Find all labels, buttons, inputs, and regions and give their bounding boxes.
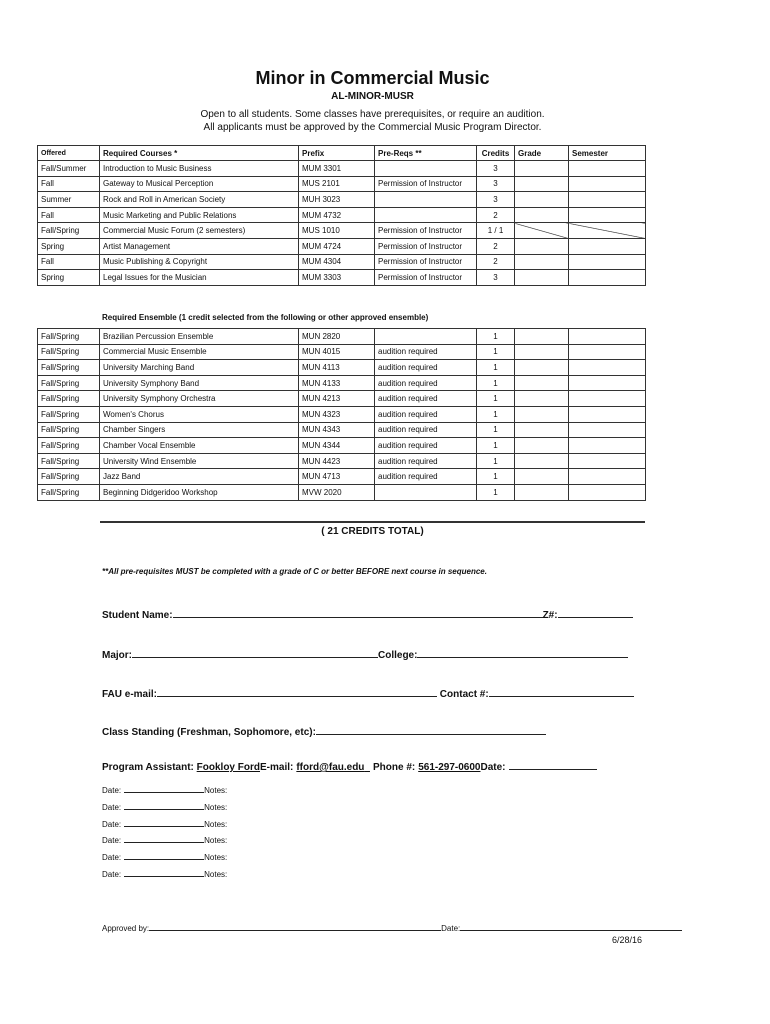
cell-prefix: MUN 4133 xyxy=(299,375,375,391)
cell-credits: 2 xyxy=(477,238,515,254)
cell-grade[interactable] xyxy=(515,360,569,376)
program-code: AL-MINOR-MUSR xyxy=(331,91,414,102)
cell-offered: Fall/Spring xyxy=(38,223,100,239)
cell-prefix: MUM 4304 xyxy=(299,254,375,270)
cell-credits: 1 xyxy=(477,453,515,469)
cell-offered: Fall/Spring xyxy=(38,422,100,438)
cell-grade[interactable] xyxy=(515,406,569,422)
cell-credits: 1 xyxy=(477,469,515,485)
cell-prefix: MUM 3301 xyxy=(299,161,375,177)
cell-prereq: audition required xyxy=(375,360,477,376)
cell-course: University Symphony Orchestra xyxy=(100,391,299,407)
date-field[interactable] xyxy=(124,851,204,860)
cell-grade[interactable] xyxy=(515,254,569,270)
cell-grade[interactable] xyxy=(515,375,569,391)
cell-grade[interactable] xyxy=(515,344,569,360)
date-notes-row xyxy=(102,834,227,845)
intro-line-2: All applicants must be approved by the Commercial Music Program Director. xyxy=(203,122,542,133)
notes-label: Notes: xyxy=(204,836,228,846)
table-header-row xyxy=(38,146,646,161)
cell-semester[interactable] xyxy=(569,406,646,422)
cell-semester[interactable] xyxy=(569,238,646,254)
pa-email-value: fford@fau.edu xyxy=(296,762,365,773)
cell-course: Brazilian Percussion Ensemble xyxy=(100,329,299,345)
cell-prereq: Permission of Instructor xyxy=(375,238,477,254)
cell-prefix: MUN 4423 xyxy=(299,453,375,469)
cell-grade[interactable] xyxy=(515,422,569,438)
cell-prefix: MUM 4732 xyxy=(299,207,375,223)
cell-prereq xyxy=(375,329,477,345)
cell-grade[interactable] xyxy=(515,484,569,500)
cell-grade[interactable] xyxy=(515,453,569,469)
major-field[interactable] xyxy=(132,646,378,658)
col-prefix: Prefix xyxy=(299,146,375,161)
cell-course: Women's Chorus xyxy=(100,406,299,422)
notes-label: Notes: xyxy=(204,870,228,879)
cell-offered: Fall/Spring xyxy=(38,453,100,469)
cell-prefix: MUM 3303 xyxy=(299,270,375,286)
cell-credits: 1 xyxy=(477,438,515,454)
date-label: Date: xyxy=(102,819,122,829)
cell-credits: 3 xyxy=(477,192,515,208)
cell-course: Jazz Band xyxy=(100,469,299,485)
cell-offered: Fall/Spring xyxy=(38,344,100,360)
table-row xyxy=(38,375,646,391)
cell-course: Music Publishing & Copyright xyxy=(100,254,299,270)
cell-semester[interactable] xyxy=(569,422,646,438)
cell-prereq: Permission of Instructor xyxy=(375,254,477,270)
cell-semester[interactable] xyxy=(569,453,646,469)
required-courses-table xyxy=(37,145,646,286)
cell-grade[interactable] xyxy=(515,223,569,239)
email-label: FAU e-mail: xyxy=(102,689,158,700)
cell-credits: 1 xyxy=(477,329,515,345)
cell-prefix: MUN 4213 xyxy=(299,391,375,407)
cell-grade[interactable] xyxy=(515,161,569,177)
program-assistant-row xyxy=(102,758,597,773)
major-label: Major: xyxy=(102,650,132,661)
cell-prereq xyxy=(375,207,477,223)
cell-prefix: MUS 2101 xyxy=(299,176,375,192)
cell-semester[interactable] xyxy=(569,207,646,223)
cell-prereq: audition required xyxy=(375,406,477,422)
col-semester: Semester xyxy=(569,146,646,161)
cell-grade[interactable] xyxy=(515,329,569,345)
cell-grade[interactable] xyxy=(515,192,569,208)
approval-date-field[interactable] xyxy=(460,922,682,931)
cell-grade[interactable] xyxy=(515,176,569,192)
cell-prereq: audition required xyxy=(375,344,477,360)
cell-credits: 1 / 1 xyxy=(477,223,515,239)
cell-prereq: Permission of Instructor xyxy=(375,270,477,286)
cell-course: Introduction to Music Business xyxy=(100,161,299,177)
cell-course: University Wind Ensemble xyxy=(100,453,299,469)
class-standing-row xyxy=(102,723,546,738)
cell-credits: 3 xyxy=(477,270,515,286)
cell-prefix: MVW 2020 xyxy=(299,484,375,500)
cell-offered: Fall/Spring xyxy=(38,360,100,376)
cell-course: University Marching Band xyxy=(100,360,299,376)
cell-prereq: audition required xyxy=(375,375,477,391)
col-credits: Credits xyxy=(477,146,515,161)
cell-offered: Fall/Spring xyxy=(38,406,100,422)
cell-prereq xyxy=(375,192,477,208)
cell-offered: Fall/Summer xyxy=(38,161,100,177)
col-offered: Offered xyxy=(38,146,100,161)
date-label: Date: xyxy=(102,802,122,812)
cell-course: Beginning Didgeridoo Workshop xyxy=(100,484,299,500)
z-number-field[interactable] xyxy=(558,606,633,618)
notes-label: Notes: xyxy=(204,853,228,863)
notes-label: Notes: xyxy=(204,786,228,795)
student-name-field[interactable] xyxy=(173,606,543,618)
cell-semester[interactable] xyxy=(569,344,646,360)
cell-prereq: audition required xyxy=(375,453,477,469)
date-notes-row xyxy=(102,851,227,862)
pa-date-field[interactable] xyxy=(509,758,597,770)
cell-semester[interactable] xyxy=(569,484,646,500)
contact-field[interactable] xyxy=(489,685,634,697)
cell-grade[interactable] xyxy=(515,270,569,286)
cell-credits: 1 xyxy=(477,344,515,360)
cell-course: Artist Management xyxy=(100,238,299,254)
col-grade: Grade xyxy=(515,146,569,161)
cell-offered: Spring xyxy=(38,270,100,286)
cell-course: Rock and Roll in American Society xyxy=(100,192,299,208)
cell-offered: Fall xyxy=(38,207,100,223)
cell-credits: 1 xyxy=(477,375,515,391)
cell-semester[interactable] xyxy=(569,176,646,192)
student-name-row xyxy=(102,606,633,621)
cell-grade[interactable] xyxy=(515,207,569,223)
notes-label: Notes: xyxy=(204,819,228,829)
table-row xyxy=(38,192,646,208)
cell-semester[interactable] xyxy=(569,360,646,376)
cell-offered: Fall/Spring xyxy=(38,375,100,391)
cell-credits: 1 xyxy=(477,406,515,422)
cell-course: Chamber Singers xyxy=(100,422,299,438)
cell-prefix: MUN 4343 xyxy=(299,422,375,438)
cell-offered: Fall/Spring xyxy=(38,438,100,454)
cell-prefix: MUN 4015 xyxy=(299,344,375,360)
table-row xyxy=(38,422,646,438)
cell-prereq xyxy=(375,161,477,177)
cell-credits: 3 xyxy=(477,161,515,177)
date-label: Date: xyxy=(102,870,122,879)
cell-prereq xyxy=(375,484,477,500)
table-row xyxy=(38,329,646,345)
college-field[interactable] xyxy=(417,646,628,658)
date-label: Date: xyxy=(102,786,122,795)
cell-course: University Symphony Band xyxy=(100,375,299,391)
cell-course: Commercial Music Forum (2 semesters) xyxy=(100,223,299,239)
ensemble-heading: Required Ensemble (1 credit selected from the following or other approved ensemble) xyxy=(102,313,429,322)
table-row xyxy=(38,176,646,192)
cell-credits: 1 xyxy=(477,484,515,500)
cell-grade[interactable] xyxy=(515,238,569,254)
date-field[interactable] xyxy=(124,801,204,810)
table-row xyxy=(38,344,646,360)
email-row xyxy=(102,685,634,700)
cell-grade[interactable] xyxy=(515,391,569,407)
approved-by-field[interactable] xyxy=(149,922,441,931)
page-title: Minor in Commercial Music xyxy=(255,68,490,88)
table-row xyxy=(38,238,646,254)
class-standing-field[interactable] xyxy=(316,723,546,735)
date-notes-row xyxy=(102,801,227,812)
date-field[interactable] xyxy=(124,834,204,843)
table-row xyxy=(38,438,646,454)
pa-date-label: Date: xyxy=(480,762,506,773)
cell-offered: Fall/Spring xyxy=(38,391,100,407)
cell-course: Commercial Music Ensemble xyxy=(100,344,299,360)
approval-date-label: Date: xyxy=(441,924,461,933)
cell-offered: Fall xyxy=(38,176,100,192)
cell-offered: Summer xyxy=(38,192,100,208)
student-name-label: Student Name: xyxy=(102,610,173,621)
pa-email-label: E-mail: xyxy=(260,762,294,773)
cell-course: Music Marketing and Public Relations xyxy=(100,207,299,223)
class-standing-label: Class Standing (Freshman, Sophomore, etc): xyxy=(102,727,316,738)
cell-semester[interactable] xyxy=(569,329,646,345)
cell-semester[interactable] xyxy=(569,161,646,177)
cell-course: Legal Issues for the Musician xyxy=(100,270,299,286)
cell-credits: 1 xyxy=(477,391,515,407)
date-label: Date: xyxy=(102,853,122,863)
cell-prefix: MUH 3023 xyxy=(299,192,375,208)
pa-phone-label: Phone #: xyxy=(372,762,416,773)
contact-label: Contact #: xyxy=(439,689,489,700)
cell-course: Chamber Vocal Ensemble xyxy=(100,438,299,454)
cell-semester[interactable] xyxy=(569,254,646,270)
cell-credits: 3 xyxy=(477,176,515,192)
date-notes-row xyxy=(102,784,227,795)
revision-date: 6/28/16 xyxy=(611,935,642,945)
cell-semester[interactable] xyxy=(569,223,646,239)
cell-semester[interactable] xyxy=(569,438,646,454)
ensemble-table xyxy=(37,328,646,501)
cell-grade[interactable] xyxy=(515,438,569,454)
date-field[interactable] xyxy=(124,784,204,793)
cell-credits: 2 xyxy=(477,254,515,270)
cell-prefix: MUS 1010 xyxy=(299,223,375,239)
cell-prereq: Permission of Instructor xyxy=(375,223,477,239)
table-row xyxy=(38,469,646,485)
table-row xyxy=(38,223,646,239)
table-row xyxy=(38,406,646,422)
divider xyxy=(100,521,645,523)
major-row xyxy=(102,646,628,661)
date-notes-row xyxy=(102,818,227,829)
approved-by-label: Approved by: xyxy=(102,924,150,933)
intro-line-1: Open to all students. Some classes have prerequisites, or require an audition. xyxy=(200,109,545,120)
total-credits: ( 21 CREDITS TOTAL) xyxy=(321,526,424,537)
table-row xyxy=(38,207,646,223)
cell-offered: Fall/Spring xyxy=(38,484,100,500)
cell-offered: Spring xyxy=(38,238,100,254)
cell-prefix: MUM 4724 xyxy=(299,238,375,254)
cell-prereq: audition required xyxy=(375,438,477,454)
notes-label: Notes: xyxy=(204,802,228,812)
date-notes-row xyxy=(102,868,227,879)
cell-prereq: audition required xyxy=(375,422,477,438)
table-row xyxy=(38,391,646,407)
z-number-label: Z#: xyxy=(542,610,558,621)
cell-credits: 1 xyxy=(477,422,515,438)
cell-semester[interactable] xyxy=(569,270,646,286)
program-assistant-name: Fookloy Ford xyxy=(196,762,260,773)
cell-prereq: audition required xyxy=(375,469,477,485)
cell-semester[interactable] xyxy=(569,375,646,391)
cell-semester[interactable] xyxy=(569,192,646,208)
cell-credits: 1 xyxy=(477,360,515,376)
cell-prereq: Permission of Instructor xyxy=(375,176,477,192)
pa-phone-value: 561-297-0600 xyxy=(418,762,481,773)
cell-semester[interactable] xyxy=(569,469,646,485)
cell-prefix: MUN 2820 xyxy=(299,329,375,345)
cell-offered: Fall/Spring xyxy=(38,469,100,485)
cell-semester[interactable] xyxy=(569,391,646,407)
cell-prereq: audition required xyxy=(375,391,477,407)
cell-offered: Fall xyxy=(38,254,100,270)
table-row xyxy=(38,453,646,469)
cell-grade[interactable] xyxy=(515,469,569,485)
program-assistant-label: Program Assistant: xyxy=(102,762,194,773)
cell-offered: Fall/Spring xyxy=(38,329,100,345)
date-field[interactable] xyxy=(124,818,204,827)
email-field[interactable] xyxy=(157,685,437,697)
table-row xyxy=(38,360,646,376)
table-row xyxy=(38,254,646,270)
cell-course: Gateway to Musical Perception xyxy=(100,176,299,192)
approval-row xyxy=(102,922,682,933)
cell-prefix: MUN 4113 xyxy=(299,360,375,376)
prereq-note: **All pre-requisites MUST be completed with a grade of C or better BEFORE next course in sequence. xyxy=(102,567,487,576)
table-row xyxy=(38,484,646,500)
table-row xyxy=(38,161,646,177)
cell-prefix: MUN 4713 xyxy=(299,469,375,485)
cell-prefix: MUN 4344 xyxy=(299,438,375,454)
cell-prefix: MUN 4323 xyxy=(299,406,375,422)
table-row xyxy=(38,270,646,286)
cell-credits: 2 xyxy=(477,207,515,223)
college-label: College: xyxy=(378,650,418,661)
date-label: Date: xyxy=(102,836,122,846)
col-required-courses: Required Courses * xyxy=(100,146,299,161)
date-field[interactable] xyxy=(124,868,204,877)
col-prereqs: Pre-Reqs ** xyxy=(375,146,477,161)
